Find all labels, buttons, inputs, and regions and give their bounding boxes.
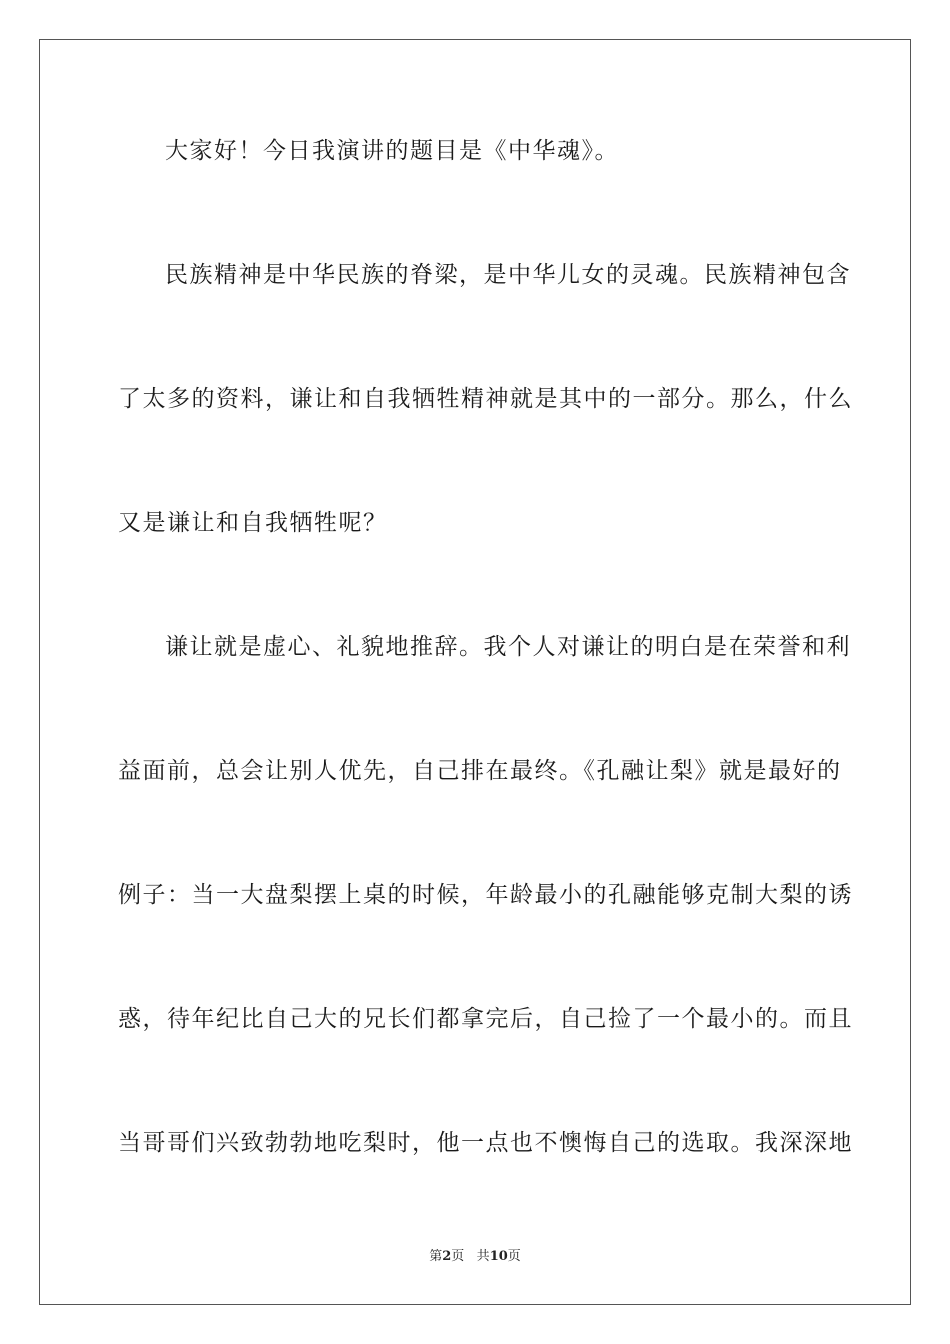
footer-total-suffix: 页	[507, 1249, 521, 1264]
paragraph-national-spirit-line-2: 了太多的资料，谦让和自我牺牲精神就是其中的一部分。那么，什么	[118, 386, 853, 412]
paragraph-national-spirit-line-1: 民族精神是中华民族的脊梁，是中华儿女的灵魂。民族精神包含	[165, 262, 851, 288]
paragraph-modesty-line-5: 当哥哥们兴致勃勃地吃梨时，他一点也不懊悔自己的选取。我深深地	[118, 1130, 853, 1156]
paragraph-greeting-line: 大家好！今日我演讲的题目是《中华魂》。	[165, 138, 619, 164]
footer-total-prefix: 共	[476, 1249, 490, 1264]
paragraph-modesty-line-4: 惑，待年纪比自己大的兄长们都拿完后，自己捡了一个最小的。而且	[118, 1006, 853, 1032]
paragraph-modesty-line-2: 益面前，总会让别人优先，自己排在最终。《孔融让梨》就是最好的	[118, 758, 842, 784]
paragraph-modesty-line-1: 谦让就是虚心、礼貌地推辞。我个人对谦让的明白是在荣誉和利	[165, 634, 851, 660]
footer-page-suffix: 页	[451, 1249, 465, 1264]
page-border	[39, 39, 911, 1305]
page-footer	[0, 1248, 950, 1266]
paragraph-national-spirit-line-3: 又是谦让和自我牺牲呢？	[118, 510, 388, 536]
footer-page-number: 2	[442, 1249, 452, 1264]
paragraph-modesty-line-3: 例子：当一大盘梨摆上桌的时候，年龄最小的孔融能够克制大梨的诱	[118, 882, 853, 908]
footer-total-pages: 10	[489, 1249, 508, 1264]
footer-page-prefix: 第	[429, 1249, 443, 1264]
